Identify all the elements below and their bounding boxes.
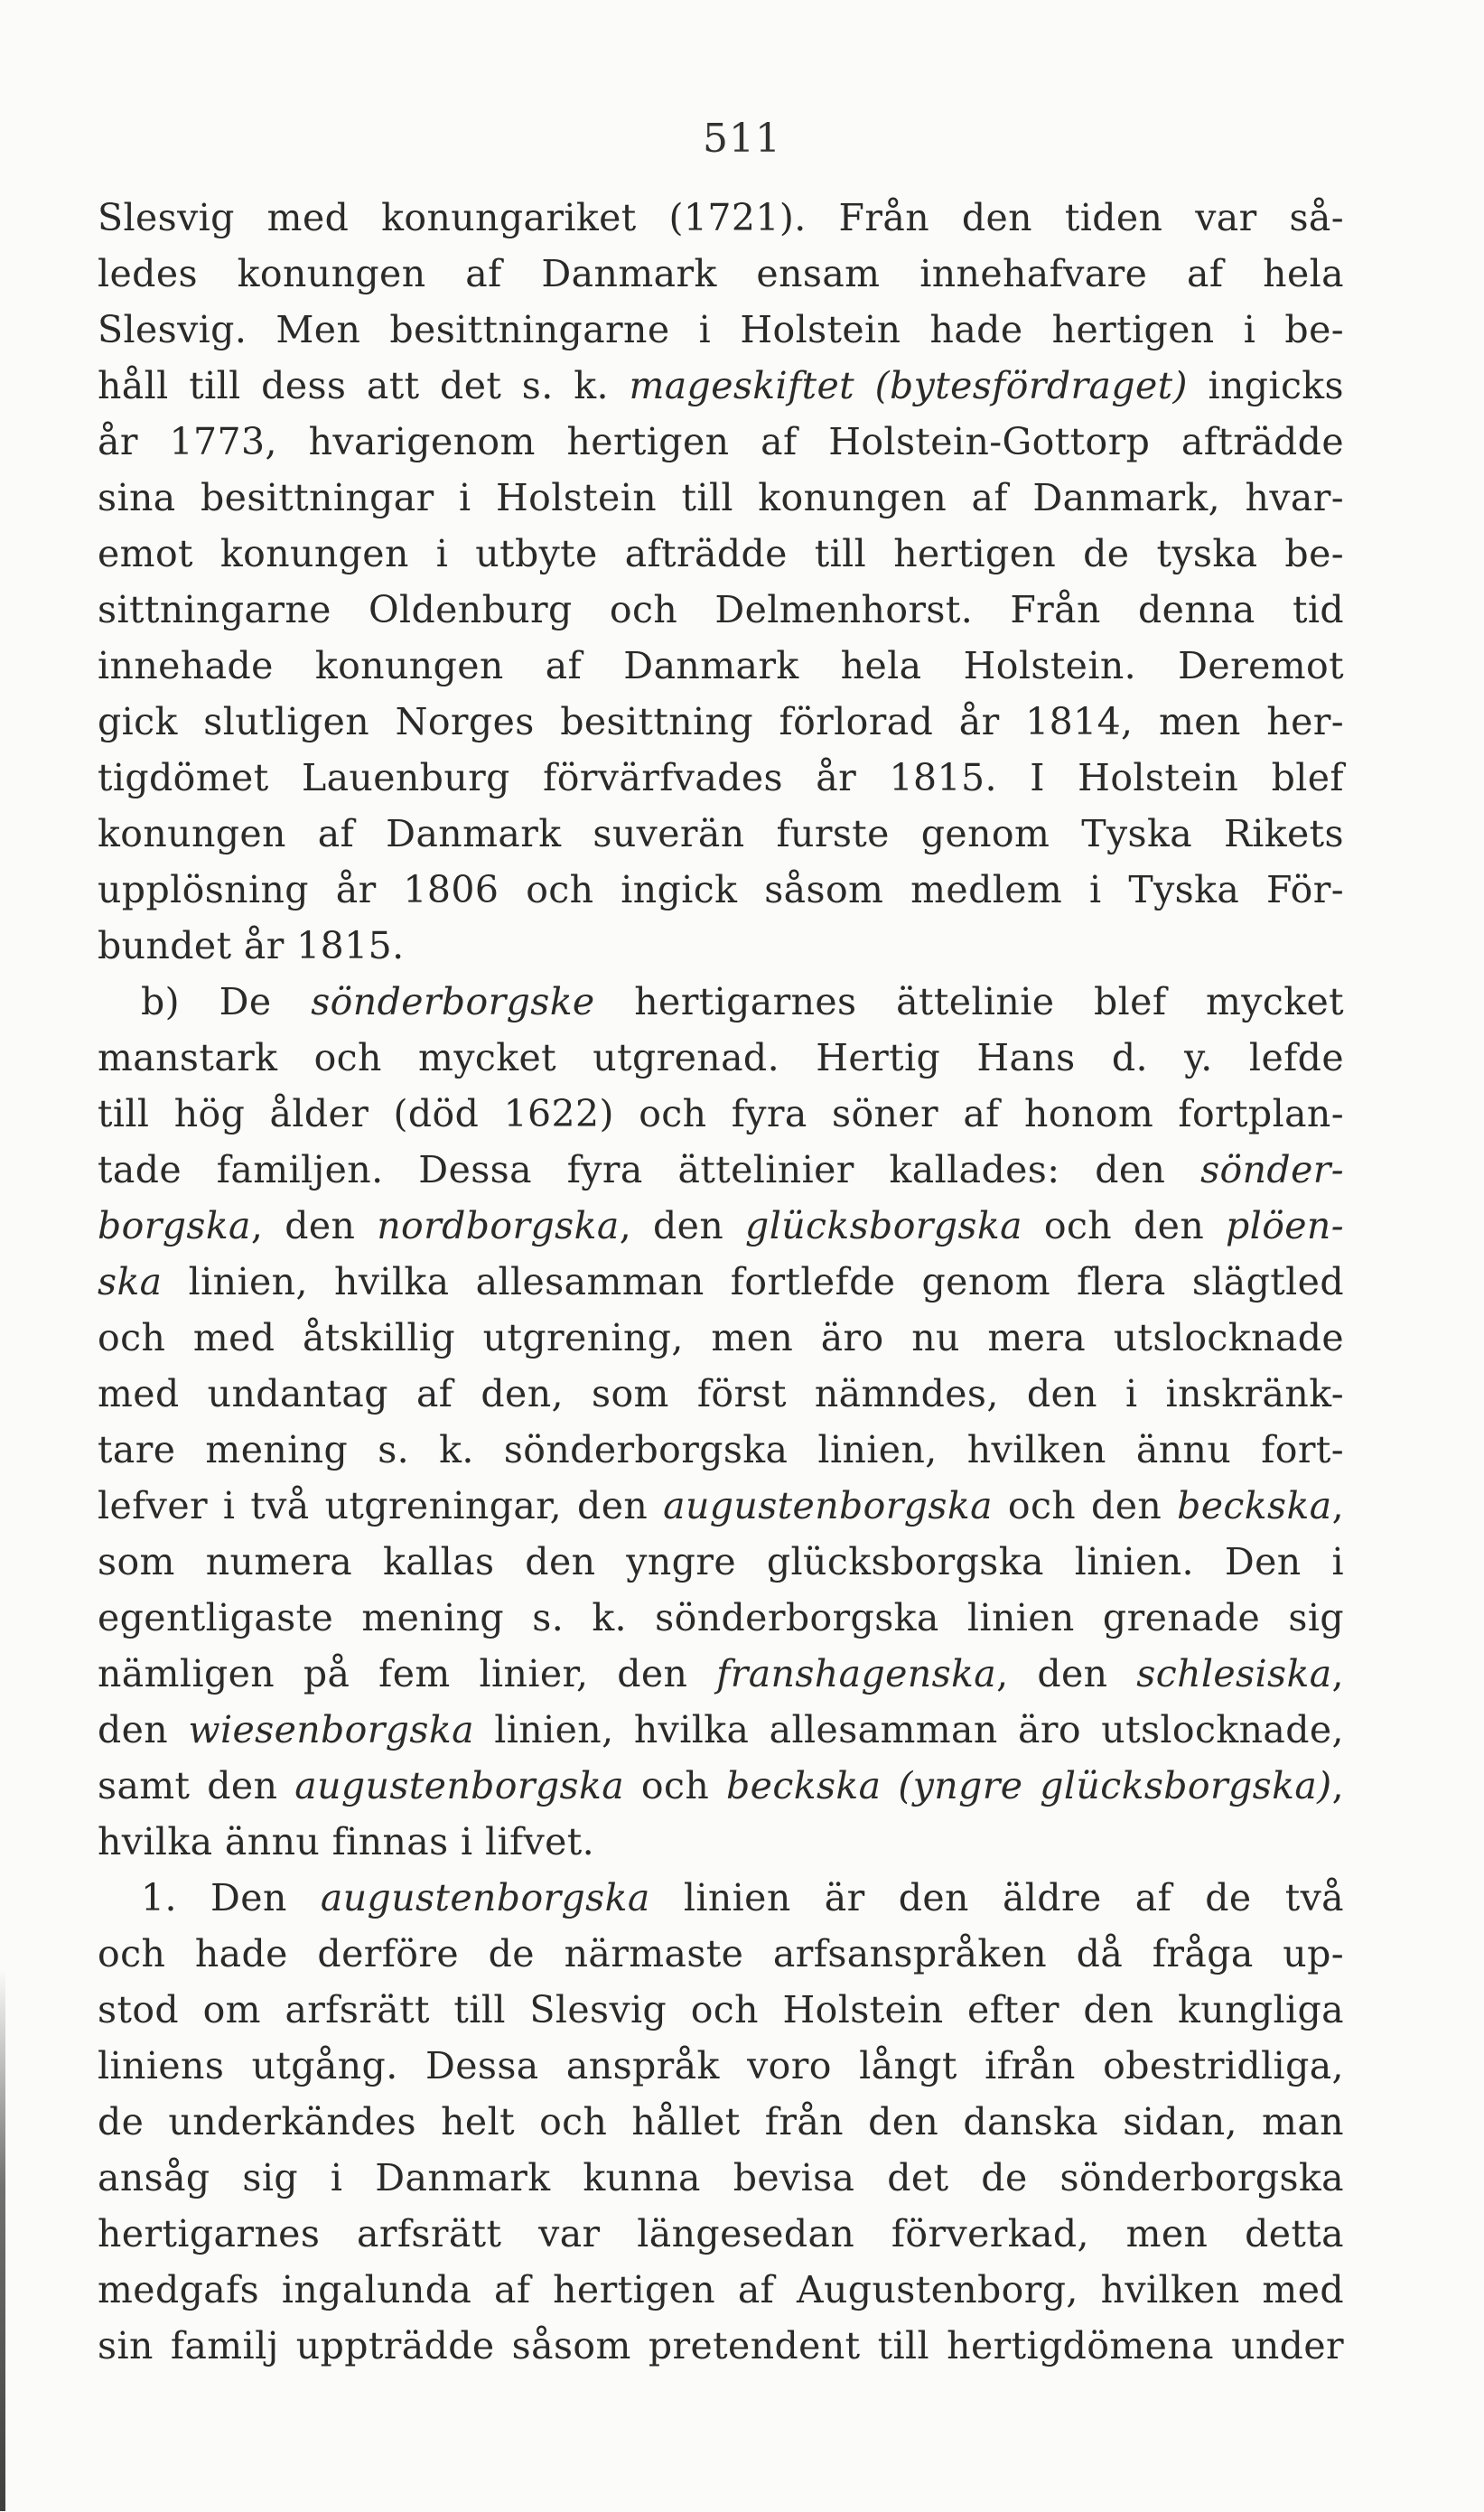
text-line (98, 750, 1344, 806)
italic-term: sönderborgske (311, 980, 595, 1023)
text-line (98, 1254, 1344, 1310)
italic-term: sönder- (1200, 1148, 1344, 1191)
text-segment: , den (619, 1204, 746, 1247)
page-edge-shadow (0, 1969, 5, 2511)
text-segment: tare mening s. k. sönderborgska linien, hvilken ännu fort- (98, 1428, 1344, 1471)
text-segment: ledes konungen af Danmark ensam innehafvare af hela (98, 252, 1344, 295)
text-line (98, 2094, 1344, 2150)
text-segment: som numera kallas den yngre glücksborgska linien. Den i (98, 1540, 1344, 1583)
text-segment: sina besittningar i Holstein till konungen af Danmark, hvar- (98, 476, 1344, 519)
text-segment: linien, hvilka allesamman fortlefde genom flera slägtled (162, 1260, 1344, 1303)
italic-term: nordborgska (377, 1204, 620, 1247)
text-segment: och hade derföre de närmaste arfsanspråken då fråga up- (98, 1932, 1344, 1975)
text-line (98, 1982, 1344, 2038)
text-segment: upplösning år 1806 och ingick såsom medlem i Tyska För- (98, 868, 1344, 911)
italic-term: beckska (yngre glücksborgska) (726, 1764, 1332, 1807)
text-line (98, 1478, 1344, 1534)
text-segment: hertigarnes ättelinie blef mycket (594, 980, 1345, 1023)
text-segment: med undantag af den, som först nämndes, den i inskränk- (98, 1372, 1344, 1415)
italic-term: borgska (98, 1204, 251, 1247)
text-segment: linien, hvilka allesamman äro utslocknade, (473, 1708, 1344, 1751)
text-segment: bundet år 1815. (98, 924, 405, 967)
text-line (98, 1702, 1344, 1758)
text-segment: tigdömet Lauenburg förvärfvades år 1815. I Holstein blef (98, 756, 1344, 799)
text-line (98, 246, 1344, 302)
text-line (98, 582, 1344, 638)
text-line (98, 1422, 1344, 1478)
text-line (98, 2262, 1344, 2318)
text-line (98, 974, 1344, 1030)
text-line (98, 1758, 1344, 1814)
text-segment: och (624, 1764, 727, 1807)
italic-term: wiesenborgska (188, 1708, 474, 1751)
italic-term: schlesiska (1136, 1652, 1332, 1695)
text-segment: Slesvig med konungariket (1721). Från den tiden var så- (98, 196, 1344, 239)
text-line (98, 2318, 1344, 2374)
text-line (98, 1646, 1344, 1702)
text-line (98, 1142, 1344, 1198)
text-segment: och den (992, 1484, 1178, 1527)
text-segment: sin familj uppträdde såsom pretendent till hertigdömena under (98, 2324, 1344, 2367)
text-segment: tade familjen. Dessa fyra ättelinier kallades: den (98, 1148, 1201, 1191)
text-segment: innehade konungen af Danmark hela Holstein. Deremot (98, 644, 1344, 687)
text-line (98, 1870, 1344, 1926)
italic-term: beckska (1177, 1484, 1332, 1527)
text-segment: hertigarnes arfsrätt var längesedan förverkad, men detta (98, 2212, 1344, 2255)
text-segment: stod om arfsrätt till Slesvig och Holstein efter den kungliga (98, 1988, 1344, 2031)
italic-term: augustenborgska (663, 1484, 993, 1527)
text-line (98, 2038, 1344, 2094)
text-segment: de underkändes helt och hållet från den danska sidan, man (98, 2100, 1344, 2143)
text-segment: linien är den äldre af de två (649, 1876, 1344, 1919)
text-segment: b) De (141, 980, 312, 1023)
text-line (98, 1590, 1344, 1646)
text-line (98, 2206, 1344, 2262)
text-segment: och med åtskillig utgrening, men äro nu mera utslocknade (98, 1316, 1344, 1359)
italic-term: plöen- (1226, 1204, 1344, 1247)
text-segment: , den (250, 1204, 378, 1247)
text-segment: samt den (98, 1764, 295, 1807)
text-segment: , (1331, 1652, 1344, 1695)
italic-term: augustenborgska (294, 1764, 625, 1807)
text-line (98, 1086, 1344, 1142)
text-segment: 1. Den (141, 1876, 321, 1919)
text-segment: , (1331, 1484, 1344, 1527)
text-segment: ansåg sig i Danmark kunna bevisa det de sönderborgska (98, 2156, 1344, 2199)
text-segment: till hög ålder (död 1622) och fyra söner af honom fortplan- (98, 1092, 1344, 1135)
italic-term: augustenborgska (320, 1876, 650, 1919)
text-line (98, 1534, 1344, 1590)
text-segment: , (1331, 1764, 1344, 1807)
text-segment: medgafs ingalunda af hertigen af Augustenborg, hvilken med (98, 2268, 1344, 2311)
text-segment: ingicks (1187, 364, 1344, 407)
italic-term: ska (98, 1260, 163, 1303)
page-number: 511 (703, 116, 781, 162)
text-line (98, 358, 1344, 414)
body-text (98, 190, 1344, 2374)
text-segment: emot konungen i utbyte afträdde till hertigen de tyska be- (98, 532, 1344, 575)
italic-term: mageskiftet (bytesfördraget) (629, 364, 1188, 407)
text-line (98, 806, 1344, 862)
text-segment: nämligen på fem linier, den (98, 1652, 717, 1695)
italic-term: glücksborgska (745, 1204, 1022, 1247)
text-line (98, 1198, 1344, 1254)
text-line (98, 638, 1344, 694)
text-segment: år 1773, hvarigenom hertigen af Holstein-Gottorp afträdde (98, 420, 1344, 463)
text-segment: den (98, 1708, 189, 1751)
text-line (98, 1310, 1344, 1366)
text-line (98, 918, 1344, 974)
text-segment: , den (996, 1652, 1137, 1695)
text-segment: sittningarne Oldenburg och Delmenhorst. Från denna tid (98, 588, 1344, 631)
text-line (98, 694, 1344, 750)
text-line (98, 1030, 1344, 1086)
text-line (98, 470, 1344, 526)
text-segment: Slesvig. Men besittningarne i Holstein hade hertigen i be- (98, 308, 1344, 351)
text-line (98, 414, 1344, 470)
text-line (98, 1926, 1344, 1982)
text-segment: håll till dess att det s. k. (98, 364, 630, 407)
text-segment: liniens utgång. Dessa anspråk voro långt ifrån obestridliga, (98, 2044, 1344, 2087)
text-line (98, 526, 1344, 582)
text-line (98, 190, 1344, 246)
text-segment: och den (1022, 1204, 1227, 1247)
text-line (98, 862, 1344, 918)
text-line (98, 1814, 1344, 1870)
text-segment: hvilka ännu finnas i lifvet. (98, 1820, 595, 1863)
italic-term: franshagenska (716, 1652, 997, 1695)
text-segment: egentligaste mening s. k. sönderborgska linien grenade sig (98, 1596, 1344, 1639)
text-segment: konungen af Danmark suverän furste genom Tyska Rikets (98, 812, 1344, 855)
text-line (98, 1366, 1344, 1422)
text-segment: lefver i två utgreningar, den (98, 1484, 664, 1527)
text-segment: manstark och mycket utgrenad. Hertig Hans d. y. lefde (98, 1036, 1344, 1079)
text-line (98, 2150, 1344, 2206)
text-line (98, 302, 1344, 358)
text-segment: gick slutligen Norges besittning förlorad år 1814, men her- (98, 700, 1344, 743)
